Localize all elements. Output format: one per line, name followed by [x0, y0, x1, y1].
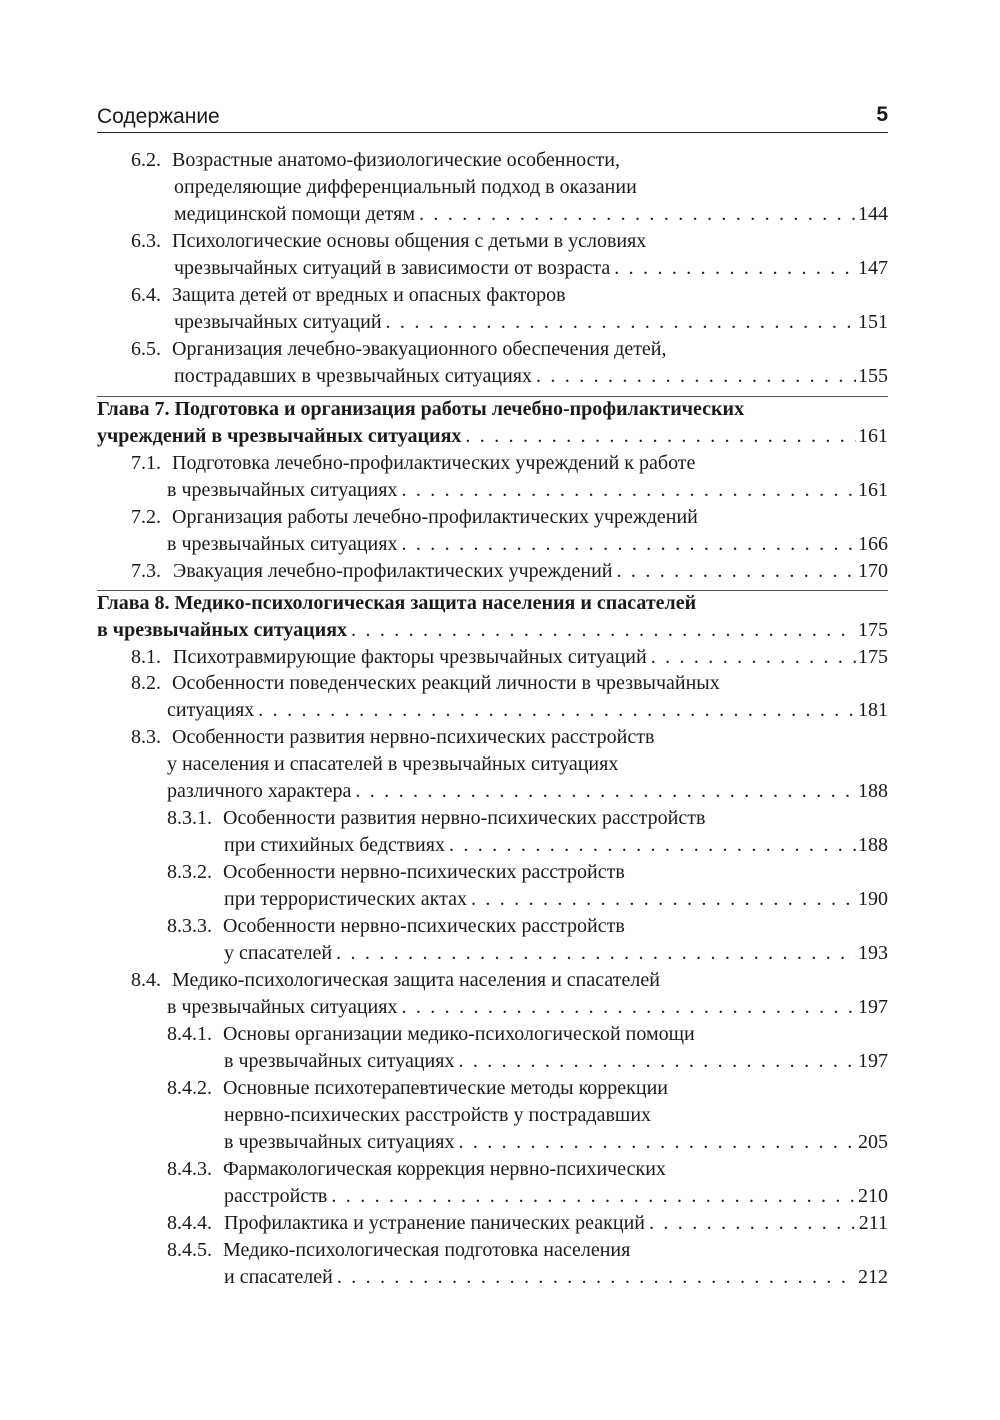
toc-page: 190 — [858, 888, 888, 910]
toc-text: в чрезвычайных ситуациях — [167, 533, 398, 555]
toc-page: 188 — [858, 780, 888, 802]
toc-text: Эвакуация лечебно-профилактических учреждений — [173, 560, 613, 582]
toc-text: Профилактика и устранение панических реакций — [224, 1212, 645, 1234]
toc-text: в чрезвычайных ситуациях — [167, 479, 398, 501]
toc-entry-8-4-5[interactable] — [167, 1237, 630, 1263]
leader-dots — [401, 994, 856, 1020]
toc-entry-8-4-1[interactable] — [167, 1021, 695, 1047]
running-header — [97, 101, 888, 135]
toc-text: ситуациях — [167, 699, 255, 721]
toc-page: 197 — [858, 996, 888, 1018]
toc-text: Особенности нервно-психических расстройств — [223, 915, 625, 937]
chapter-title: Глава 7. Подготовка и организация работы лечебно-профилактических — [97, 398, 745, 420]
toc-text: у спасателей — [224, 942, 333, 964]
running-header-title: Содержание — [97, 105, 220, 128]
toc-entry-8-4-3[interactable] — [167, 1156, 666, 1182]
toc-text: при стихийных бедствиях — [224, 834, 445, 856]
chapter-title: в чрезвычайных ситуациях — [97, 619, 348, 641]
toc-page: 166 — [858, 533, 888, 555]
leader-dots — [258, 697, 856, 723]
toc-text: Организация лечебно-эвакуационного обеспечения детей, — [172, 338, 667, 360]
toc-text: Особенности нервно-психических расстройств — [223, 861, 625, 883]
toc-chapter-8-last — [97, 617, 888, 643]
toc-page: 170 — [858, 560, 888, 582]
toc-text: различного характера — [167, 780, 352, 802]
toc-entry-8-3-last — [167, 778, 888, 804]
toc-entry-8-3-3[interactable] — [167, 913, 625, 939]
toc-text: и спасателей — [224, 1266, 333, 1288]
toc-text: чрезвычайных ситуаций в зависимости от возраста — [174, 257, 611, 279]
leader-dots — [355, 778, 856, 804]
toc-text: чрезвычайных ситуаций — [174, 311, 382, 333]
toc-number: 8.4.1. — [167, 1023, 212, 1045]
toc-entry-8-2[interactable] — [131, 670, 720, 696]
toc-entry-8-1[interactable] — [131, 644, 888, 670]
toc-entry-8-3-2[interactable] — [167, 859, 625, 885]
toc-entry-6-4-last — [174, 309, 888, 335]
toc-number: 6.4. — [131, 284, 161, 306]
toc-text: Особенности развития нервно-психических расстройств — [172, 726, 655, 748]
toc-number: 7.3. — [131, 560, 161, 582]
leader-dots — [336, 940, 856, 966]
leader-dots — [617, 558, 856, 584]
toc-entry-8-3[interactable] — [131, 724, 654, 750]
leader-dots — [386, 309, 856, 335]
toc-text: Основы организации медико-психологической помощи — [223, 1023, 695, 1045]
toc-text: Организация работы лечебно-профилактических учреждений — [172, 506, 698, 528]
header-rule — [97, 132, 888, 133]
toc-page: 151 — [858, 311, 888, 333]
toc-entry-8-4-1-last — [224, 1048, 888, 1074]
toc-entry-6-2[interactable] — [131, 147, 620, 173]
toc-text: Психологические основы общения с детьми в условиях — [172, 230, 647, 252]
toc-number: 7.1. — [131, 452, 161, 474]
toc-entry-8-4-4[interactable] — [167, 1210, 888, 1236]
toc-text: пострадавших в чрезвычайных ситуациях — [174, 365, 532, 387]
toc-text: Защита детей от вредных и опасных факторов — [172, 284, 566, 306]
toc-number: 8.4.3. — [167, 1158, 212, 1180]
toc-text: Особенности поведенческих реакций личности в чрезвычайных — [172, 672, 720, 694]
toc-number: 8.3.1. — [167, 807, 212, 829]
toc-text: у населения и спасателей в чрезвычайных ситуациях — [167, 753, 619, 775]
toc-entry-6-3-last — [174, 255, 888, 281]
toc-text: Особенности развития нервно-психических расстройств — [223, 807, 706, 829]
leader-dots — [458, 1129, 856, 1155]
toc-page: 193 — [858, 942, 888, 964]
toc-page: 197 — [858, 1050, 888, 1072]
toc-entry-8-2-last — [167, 697, 888, 723]
toc-text: нервно-психических расстройств у пострадавших — [224, 1104, 652, 1126]
toc-chapter-8[interactable] — [97, 590, 696, 616]
toc-number: 8.4. — [131, 969, 161, 991]
toc-entry-6-5[interactable] — [131, 336, 667, 362]
toc-entry-7-1-last — [167, 477, 888, 503]
toc-text: при террористических актах — [224, 888, 467, 910]
toc-number: 8.3. — [131, 726, 161, 748]
leader-dots — [449, 832, 856, 858]
toc-entry-6-5-last — [174, 363, 888, 389]
toc-chapter-7-last — [97, 423, 888, 449]
toc-number: 7.2. — [131, 506, 161, 528]
leader-dots — [649, 1210, 857, 1236]
leader-dots — [651, 644, 856, 670]
leader-dots — [331, 1183, 856, 1209]
toc-text: Возрастные анатомо-физиологические особенности, — [172, 149, 620, 171]
toc-page: 175 — [858, 646, 888, 668]
toc-entry-6-3[interactable] — [131, 228, 646, 254]
toc-page: 181 — [858, 699, 888, 721]
toc-entry-7-3[interactable] — [131, 558, 888, 584]
toc-number: 8.4.2. — [167, 1077, 212, 1099]
toc-entry-8-4-last — [167, 994, 888, 1020]
toc-entry-8-4-2-cont — [224, 1102, 651, 1128]
leader-dots — [458, 1048, 856, 1074]
toc-text: расстройств — [224, 1185, 328, 1207]
leader-dots — [419, 201, 856, 227]
toc-entry-7-2[interactable] — [131, 504, 698, 530]
toc-number: 8.4.4. — [167, 1212, 212, 1234]
toc-entry-8-3-3-last — [224, 940, 888, 966]
toc-number: 8.2. — [131, 672, 161, 694]
leader-dots — [401, 477, 856, 503]
toc-text: медицинской помощи детям — [174, 203, 416, 225]
toc-number: 8.1. — [131, 646, 161, 668]
toc-page: 155 — [858, 365, 888, 387]
leader-dots — [351, 617, 856, 643]
toc-number: 8.3.2. — [167, 861, 212, 883]
toc-entry-6-2-last — [174, 201, 888, 227]
toc-entry-8-3-1-last — [224, 832, 888, 858]
toc-number: 8.4.5. — [167, 1239, 212, 1261]
toc-text: Фармакологическая коррекция нервно-психических — [223, 1158, 666, 1180]
toc-page: 147 — [858, 257, 888, 279]
chapter-title: учреждений в чрезвычайных ситуациях — [97, 425, 462, 447]
leader-dots — [465, 423, 856, 449]
toc-text: в чрезвычайных ситуациях — [167, 996, 398, 1018]
toc-entry-8-4-3-last — [224, 1183, 888, 1209]
toc-page: 188 — [858, 834, 888, 856]
toc-entry-8-4-2-last — [224, 1129, 888, 1155]
toc-entry-8-4[interactable] — [131, 967, 660, 993]
leader-dots — [536, 363, 856, 389]
toc-number: 6.3. — [131, 230, 161, 252]
toc-text: Основные психотерапевтические методы коррекции — [223, 1077, 668, 1099]
toc-entry-7-1[interactable] — [131, 450, 695, 476]
toc-entry-8-4-5-last — [224, 1264, 888, 1290]
toc-entry-7-2-last — [167, 531, 888, 557]
toc-page: 161 — [858, 479, 888, 501]
toc-text: Подготовка лечебно-профилактических учреждений к работе — [172, 452, 696, 474]
toc-page: 175 — [858, 619, 888, 641]
toc-chapter-7[interactable] — [97, 396, 744, 422]
leader-dots — [337, 1264, 856, 1290]
toc-entry-6-2-cont — [174, 174, 637, 200]
toc-page: 205 — [858, 1131, 888, 1153]
toc-entry-8-3-2-last — [224, 886, 888, 912]
toc-text: Психотравмирующие факторы чрезвычайных ситуаций — [173, 646, 647, 668]
toc-entry-8-4-2[interactable] — [167, 1075, 668, 1101]
toc-entry-6-4[interactable] — [131, 282, 566, 308]
toc-text: в чрезвычайных ситуациях — [224, 1050, 455, 1072]
toc-entry-8-3-1[interactable] — [167, 805, 705, 831]
leader-dots — [471, 886, 856, 912]
chapter-title: Глава 8. Медико-психологическая защита населения и спасателей — [97, 592, 697, 614]
toc-text: Медико-психологическая защита населения и спасателей — [172, 969, 660, 991]
toc-number: 6.5. — [131, 338, 161, 360]
toc-number: 6.2. — [131, 149, 161, 171]
page-number: 5 — [876, 103, 888, 126]
toc-page: 144 — [858, 203, 888, 225]
toc-number: 8.3.3. — [167, 915, 212, 937]
toc-page: 210 — [858, 1185, 888, 1207]
toc-text: определяющие дифференциальный подход в оказании — [174, 176, 637, 198]
toc-page: 212 — [858, 1266, 888, 1288]
toc-entry-8-3-cont — [167, 751, 618, 777]
leader-dots — [401, 531, 856, 557]
toc-page: 211 — [858, 1212, 888, 1234]
toc-text: Медико-психологическая подготовка населения — [223, 1239, 631, 1261]
toc-page: 161 — [858, 425, 888, 447]
leader-dots — [614, 255, 856, 281]
toc-text: в чрезвычайных ситуациях — [224, 1131, 455, 1153]
